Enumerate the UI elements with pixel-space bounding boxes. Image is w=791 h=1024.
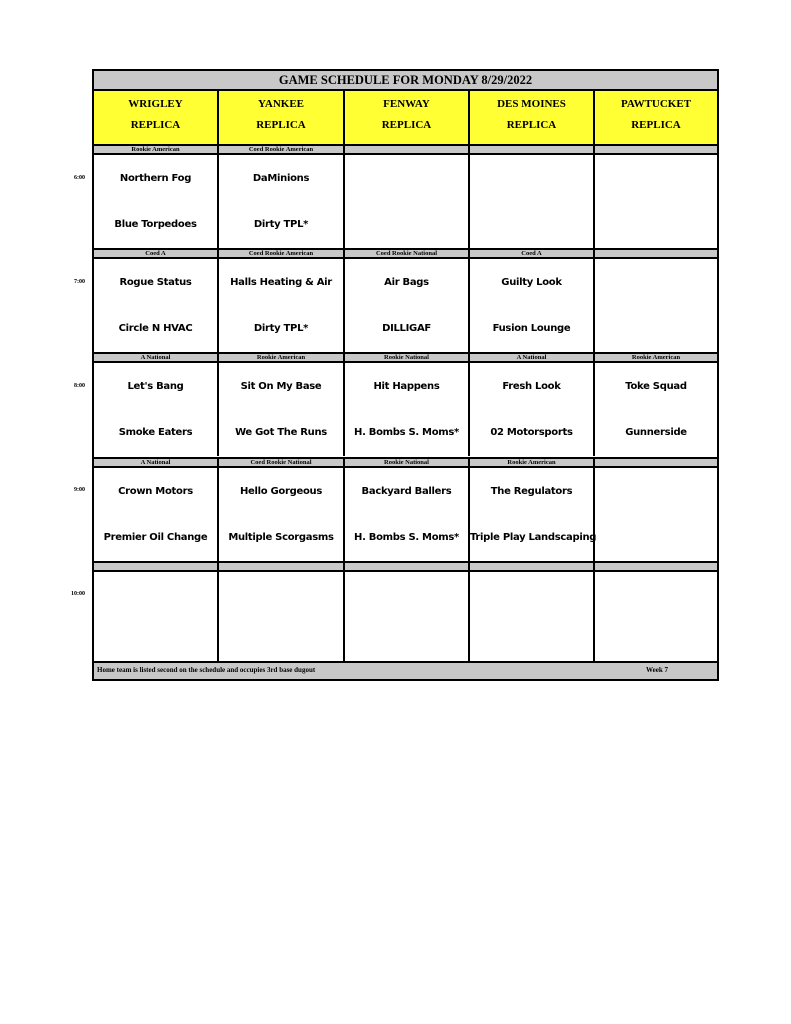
game-cell (345, 572, 470, 665)
away-team: The Regulators (490, 486, 573, 497)
division-label (470, 561, 595, 572)
division-label (345, 144, 470, 155)
division-label: Rookie American (94, 144, 219, 155)
game-cell (345, 155, 470, 248)
division-row (94, 248, 717, 259)
home-team: Multiple Scorgasms (228, 532, 334, 543)
away-team: Hit Happens (373, 381, 440, 392)
division-label: Coed Rookie American (219, 248, 345, 259)
field-name: WRIGLEY (128, 98, 183, 110)
division-label (595, 144, 717, 155)
division-label: Coed Rookie National (219, 457, 345, 468)
division-label: Coed Rookie American (219, 144, 345, 155)
division-label: Coed A (94, 248, 219, 259)
home-team: Smoke Eaters (118, 427, 193, 438)
division-label (595, 561, 717, 572)
field-subtitle: REPLICA (130, 119, 181, 131)
time-label: 7:00 (74, 279, 85, 285)
home-team: Fusion Lounge (492, 323, 571, 334)
game-cell (470, 572, 595, 665)
game-cell (219, 363, 345, 456)
division-label: A National (470, 352, 595, 363)
game-cell (219, 259, 345, 352)
game-cell (94, 155, 219, 248)
field-header-row (94, 91, 717, 144)
division-label: A National (94, 352, 219, 363)
game-cell (345, 363, 470, 456)
away-team: Air Bags (384, 277, 429, 288)
game-cell (595, 155, 717, 248)
home-team: Premier Oil Change (103, 532, 208, 543)
game-cell (94, 572, 219, 665)
division-label (94, 561, 219, 572)
division-row (94, 144, 717, 155)
away-team: Backyard Ballers (361, 486, 452, 497)
game-row (94, 363, 717, 456)
home-team: We Got The Runs (235, 427, 327, 438)
field-name: PAWTUCKET (620, 98, 692, 110)
game-cell (470, 259, 595, 352)
game-cell (595, 572, 717, 665)
home-team: H. Bombs S. Moms* (354, 427, 459, 438)
away-team: Hello Gorgeous (239, 486, 323, 497)
away-team: Rogue Status (119, 277, 192, 288)
field-name: FENWAY (383, 98, 430, 110)
home-team: Dirty TPL* (253, 219, 309, 230)
field-header-pawtucket (595, 91, 717, 144)
time-label: 6:00 (74, 175, 85, 181)
game-cell (470, 468, 595, 561)
home-team: Gunnerside (625, 427, 687, 438)
away-team: Sit On My Base (240, 381, 322, 392)
division-row (94, 457, 717, 468)
game-row (94, 572, 717, 665)
time-label: 9:00 (74, 487, 85, 493)
division-label: Rookie American (595, 352, 717, 363)
field-header-fenway (345, 91, 470, 144)
division-label: A National (94, 457, 219, 468)
division-label: Rookie American (219, 352, 345, 363)
game-cell (595, 468, 717, 561)
schedule-table (92, 69, 719, 681)
field-header-des-moines (470, 91, 595, 144)
game-cell (219, 155, 345, 248)
game-cell (219, 572, 345, 665)
game-row (94, 468, 717, 561)
game-cell (94, 363, 219, 456)
time-label: 8:00 (74, 383, 85, 389)
division-label: Coed Rookie National (345, 248, 470, 259)
field-subtitle: REPLICA (256, 119, 306, 131)
time-label: 10:00 (71, 591, 85, 597)
away-team: Guilty Look (501, 277, 562, 288)
division-row (94, 561, 717, 572)
away-team: Fresh Look (502, 381, 561, 392)
home-team: H. Bombs S. Moms* (354, 532, 459, 543)
home-team: DILLIGAF (382, 323, 431, 334)
game-cell (94, 259, 219, 352)
field-header-wrigley (94, 91, 219, 144)
home-team: Blue Torpedoes (114, 219, 197, 230)
division-label (595, 248, 717, 259)
game-cell (345, 259, 470, 352)
field-subtitle: REPLICA (381, 119, 432, 131)
away-team: Crown Motors (118, 486, 193, 497)
game-cell (595, 363, 717, 456)
home-team: Dirty TPL* (253, 323, 309, 334)
game-cell (94, 468, 219, 561)
division-label: Coed A (470, 248, 595, 259)
home-team-note: Home team is listed second on the schedule and occupies 3rd base dugout (97, 666, 316, 674)
home-team: Circle N HVAC (118, 323, 193, 334)
field-name: DES MOINES (497, 98, 566, 110)
field-name: YANKEE (257, 98, 305, 110)
division-row (94, 352, 717, 363)
field-header-yankee (219, 91, 345, 144)
division-label: Rookie National (345, 457, 470, 468)
division-label: Rookie American (470, 457, 595, 468)
game-row (94, 155, 717, 248)
away-team: Halls Heating & Air (230, 277, 332, 288)
division-label (595, 457, 717, 468)
division-label (345, 561, 470, 572)
away-team: DaMinions (252, 173, 310, 184)
home-team: Triple Play Landscaping (470, 532, 597, 543)
away-team: Toke Squad (625, 381, 687, 392)
game-cell (219, 468, 345, 561)
division-label: Rookie National (345, 352, 470, 363)
home-team: 02 Motorsports (490, 427, 573, 438)
game-cell (345, 468, 470, 561)
game-cell (595, 259, 717, 352)
away-team: Northern Fog (119, 173, 192, 184)
week-label: Week 7 (646, 666, 668, 674)
game-cell (470, 155, 595, 248)
division-label (470, 144, 595, 155)
field-subtitle: REPLICA (631, 119, 681, 131)
division-label (219, 561, 345, 572)
schedule-title: GAME SCHEDULE FOR MONDAY 8/29/2022 (94, 71, 717, 91)
away-team: Let's Bang (127, 381, 184, 392)
field-subtitle: REPLICA (506, 119, 557, 131)
game-cell (470, 363, 595, 456)
schedule-footer (94, 661, 717, 679)
game-row (94, 259, 717, 352)
